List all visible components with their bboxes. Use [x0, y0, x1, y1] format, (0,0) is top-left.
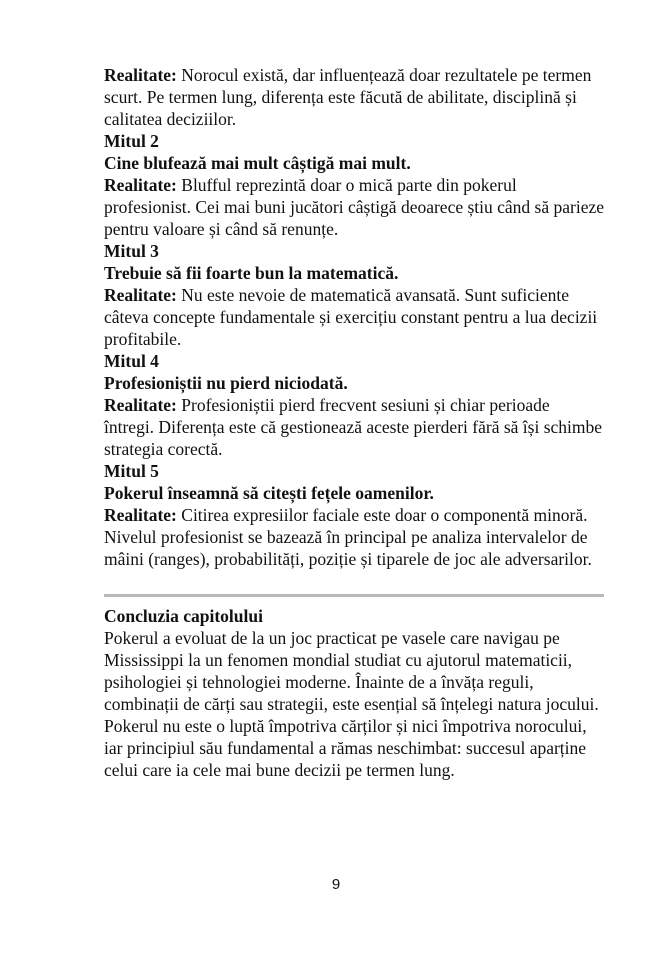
myth-claim-5: Pokerul înseamnă să citești fețele oamenilor.: [104, 483, 434, 503]
reality-paragraph-4: [104, 394, 604, 460]
reality-text: Norocul există, dar influențează doar rezultatele pe termen scurt. Pe termen lung, diferența este făcută de abilitate, disciplină și calitatea deciziilor.: [104, 65, 592, 129]
reality-text: Citirea expresiilor faciale este doar o componentă minoră. Nivelul profesionist se bazează în principal pe analiza intervalelor de mâini (ranges), probabilități, poziție și tiparele de joc ale adversarilor.: [104, 505, 592, 569]
myth-claim-4: Profesioniștii nu pierd niciodată.: [104, 373, 348, 393]
myth-claim-2: Cine blufează mai mult câștigă mai mult.: [104, 153, 411, 173]
reality-paragraph-3: [104, 284, 604, 350]
reality-label: Realitate:: [104, 65, 177, 85]
reality-label: Realitate:: [104, 395, 177, 415]
myth-claim-3: Trebuie să fii foarte bun la matematică.: [104, 263, 399, 283]
reality-label: Realitate:: [104, 285, 177, 305]
conclusion-paragraph-2: Pokerul nu este o luptă împotriva cărților și nici împotriva norocului, iar principiul său fundamental a rămas neschimbat: succesul aparține celui care ia cele mai bune decizii pe termen lung.: [104, 716, 587, 780]
page-number: 9: [331, 876, 341, 893]
myth-heading-5: Mitul 5: [104, 461, 159, 481]
reality-paragraph-5: [104, 504, 604, 570]
section-divider: [104, 594, 604, 597]
conclusion-paragraph-1: Pokerul a evoluat de la un joc practicat pe vasele care navigau pe Mississippi la un fenomen mondial studiat cu ajutorul matematicii, psihologiei și tehnologiei moderne. Înainte de a învăța reguli, combinații de cărți sau strategii, este esențial să înțelegi natura jocului.: [104, 628, 599, 714]
reality-label: Realitate:: [104, 505, 177, 525]
reality-text: Profesioniștii pierd frecvent sesiuni și chiar perioade întregi. Diferența este că gestionează aceste pierderi fără să își schimbe strategia corectă.: [104, 395, 603, 459]
reality-text: Blufful reprezintă doar o mică parte din pokerul profesionist. Cei mai buni jucători câștigă deoarece știu când să parieze pentru valoare și când să renunțe.: [104, 175, 605, 239]
reality-text: Nu este nevoie de matematică avansată. Sunt suficiente câteva concepte fundamentale și exercițiu constant pentru a lua decizii profitabile.: [104, 285, 598, 349]
myth-heading-3: Mitul 3: [104, 241, 159, 261]
reality-paragraph-2: [104, 174, 604, 240]
page-content: [104, 64, 604, 781]
reality-label: Realitate:: [104, 175, 177, 195]
myth-heading-4: Mitul 4: [104, 351, 159, 371]
reality-paragraph-1: [104, 64, 604, 130]
conclusion-title: Concluzia capitolului: [104, 606, 263, 626]
myth-heading-2: Mitul 2: [104, 131, 159, 151]
